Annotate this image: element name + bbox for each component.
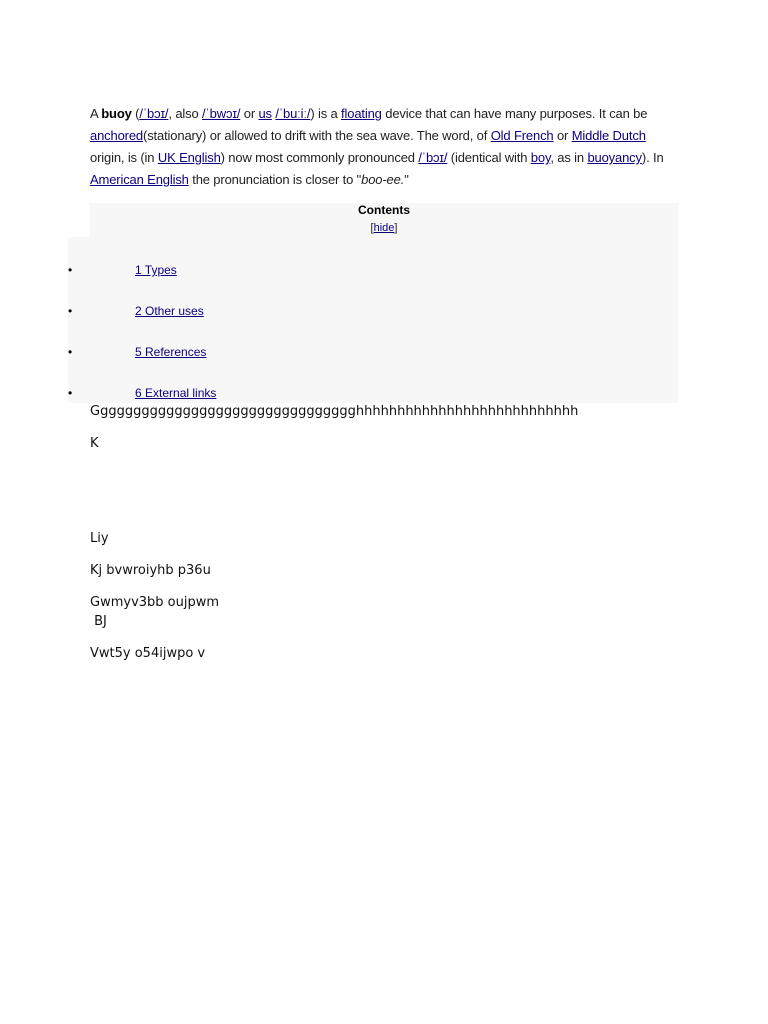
ipa-link-2[interactable]: /ˈbwɔɪ/ — [202, 106, 241, 121]
toc-item — [0, 385, 300, 401]
toc-item — [0, 262, 300, 278]
intro-text: ) is a — [310, 106, 342, 121]
bullet-icon: • — [68, 345, 73, 359]
text-line: Kj bvwroiyhb p36u — [90, 563, 211, 578]
buoyancy-link[interactable]: buoyancy — [587, 150, 642, 165]
text-line: Vwt5y o54ijwpo v — [90, 646, 206, 661]
bullet-icon: • — [68, 304, 73, 318]
us-link[interactable]: us — [258, 106, 272, 121]
toc-hide-link[interactable]: hide — [373, 222, 395, 234]
boo-ee-pronunciation: boo-ee. — [361, 172, 405, 187]
intro-text: origin, is (in — [90, 150, 158, 165]
text-line: BJ — [90, 614, 107, 629]
toc-item — [0, 303, 300, 319]
intro-text: (identical with — [447, 150, 531, 165]
text-line: Gwmyv3bb oujpwm — [90, 595, 220, 610]
toc-link-external-links[interactable]: 6 External links — [135, 386, 217, 400]
text-line: Gggggggggggggggggggggggggggggggghhhhhhhhhhhhhhhhhhhhhhhhhhh — [90, 404, 579, 419]
toc-toggle-bracket-open: [ — [370, 222, 374, 234]
toc-link-references[interactable]: 5 References — [135, 345, 207, 359]
boy-link[interactable]: boy — [530, 150, 551, 165]
ipa-link-3[interactable]: /ˈbuːiː/ — [275, 106, 311, 121]
toc-link-other-uses[interactable]: 2 Other uses — [135, 304, 204, 318]
intro-text: the pronunciation is closer to " — [188, 172, 362, 187]
floating-link[interactable]: floating — [341, 106, 382, 121]
term-buoy: buoy — [101, 106, 132, 121]
intro-text: , as in — [550, 150, 588, 165]
intro-text: A — [90, 106, 102, 121]
intro-text: (stationary) or allowed to drift with the sea wave. The word, of — [143, 128, 491, 143]
anchored-link[interactable]: anchored — [90, 128, 144, 143]
toc-toggle-bracket-close: ] — [394, 222, 398, 234]
intro-text: or — [240, 106, 259, 121]
intro-paragraph — [90, 103, 670, 191]
ipa-link-4[interactable]: /ˈbɔɪ/ — [418, 150, 448, 165]
ipa-link-1[interactable]: /ˈbɔɪ/ — [139, 106, 169, 121]
uk-english-link[interactable]: UK English — [157, 150, 221, 165]
toc-toggle — [90, 221, 678, 235]
toc-link-types[interactable]: 1 Types — [135, 263, 177, 277]
bullet-icon: • — [68, 263, 73, 277]
intro-text: , also — [168, 106, 203, 121]
american-english-link[interactable]: American English — [90, 172, 189, 187]
text-line: K — [90, 436, 99, 451]
bullet-icon: • — [68, 386, 73, 400]
intro-text: ). In — [641, 150, 664, 165]
toc-item — [0, 344, 300, 360]
middle-dutch-link[interactable]: Middle Dutch — [571, 128, 646, 143]
intro-text: or — [553, 128, 572, 143]
text-line: Liy — [90, 531, 109, 546]
toc-title: Contents — [358, 203, 410, 217]
intro-text: device that can have many purposes. It can be — [381, 106, 648, 121]
old-french-link[interactable]: Old French — [490, 128, 554, 143]
intro-text: ) now most commonly pronounced — [220, 150, 419, 165]
intro-text: " — [404, 172, 409, 187]
intro-text: ( — [131, 106, 140, 121]
